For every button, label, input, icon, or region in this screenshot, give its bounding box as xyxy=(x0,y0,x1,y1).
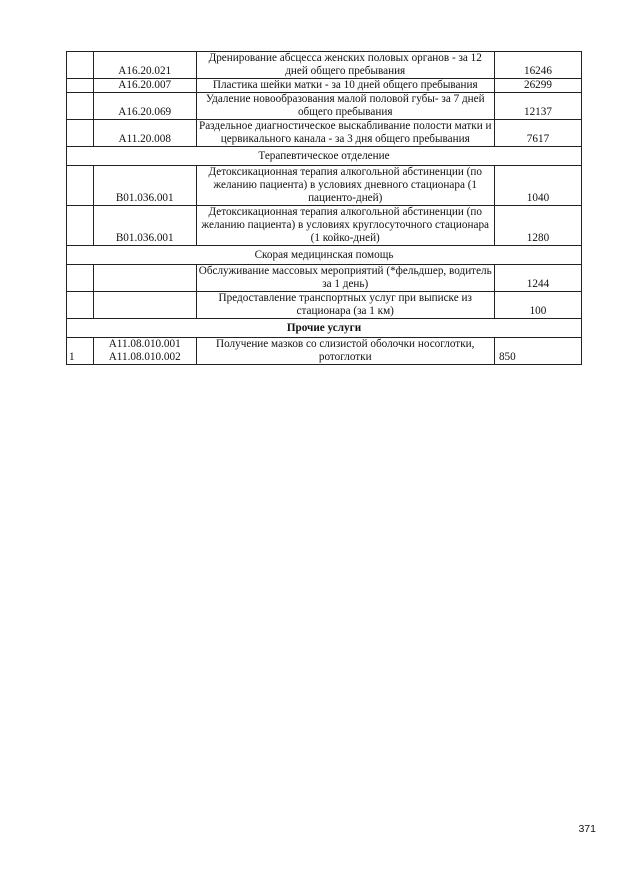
table-row xyxy=(67,120,582,147)
section-header-row xyxy=(67,147,582,166)
row-number-cell xyxy=(67,292,94,319)
service-name-cell: Обслуживание массовых мероприятий (*фельдшер, водитель за 1 день) xyxy=(196,265,494,292)
row-number-cell xyxy=(67,166,94,206)
service-price-cell: 1280 xyxy=(494,206,581,246)
row-number-cell xyxy=(67,120,94,147)
row-number-cell xyxy=(67,52,94,79)
service-name-cell: Получение мазков со слизистой оболочки носоглотки, ротоглотки xyxy=(196,338,494,365)
table-row xyxy=(67,166,582,206)
section-title: Терапевтическое отделение xyxy=(67,147,582,166)
service-name-cell: Детоксикационная терапия алкогольной абстиненции (по желанию пациента) в условиях дневного стационара (1 пациенто-дней) xyxy=(196,166,494,206)
service-price-cell: 12137 xyxy=(494,93,581,120)
section-title: Скорая медицинская помощь xyxy=(67,246,582,265)
service-price-cell: 850 xyxy=(494,338,581,365)
service-name-cell: Предоставление транспортных услуг при выписке из стационара (за 1 км) xyxy=(196,292,494,319)
service-code-cell: B01.036.001 xyxy=(93,166,196,206)
service-code-cell: A16.20.007 xyxy=(93,79,196,93)
service-price-cell: 100 xyxy=(494,292,581,319)
row-number-cell xyxy=(67,206,94,246)
service-code-cell: A16.20.021 xyxy=(93,52,196,79)
page-number: 371 xyxy=(578,823,596,835)
service-code-cell: A11.08.010.001 A11.08.010.002 xyxy=(93,338,196,365)
service-code-cell xyxy=(93,265,196,292)
table-row xyxy=(67,338,582,365)
service-price-cell: 7617 xyxy=(494,120,581,147)
table-row xyxy=(67,265,582,292)
row-number-cell xyxy=(67,265,94,292)
service-price-cell: 1040 xyxy=(494,166,581,206)
service-code-cell xyxy=(93,292,196,319)
service-code-cell: A16.20.069 xyxy=(93,93,196,120)
service-name-cell: Дренирование абсцесса женских половых органов - за 12 дней общего пребывания xyxy=(196,52,494,79)
service-price-cell: 1244 xyxy=(494,265,581,292)
service-name-cell: Удаление новообразования малой половой губы- за 7 дней общего пребывания xyxy=(196,93,494,120)
table-row xyxy=(67,93,582,120)
table-row xyxy=(67,52,582,79)
section-title: Прочие услуги xyxy=(67,319,582,338)
service-name-cell: Пластика шейки матки - за 10 дней общего пребывания xyxy=(196,79,494,93)
service-name-cell: Раздельное диагностическое выскабливание полости матки и цервикального канала - за 3 дня общего пребывания xyxy=(196,120,494,147)
service-code-cell: A11.20.008 xyxy=(93,120,196,147)
service-name-cell: Детоксикационная терапия алкогольной абстиненции (по желанию пациента) в условиях круглосуточного стационара (1 койко-дней) xyxy=(196,206,494,246)
row-number-cell: 1 xyxy=(67,338,94,365)
table-row xyxy=(67,292,582,319)
service-price-cell: 26299 xyxy=(494,79,581,93)
price-list-body xyxy=(67,52,582,365)
section-header-row xyxy=(67,319,582,338)
row-number-cell xyxy=(67,79,94,93)
table-row xyxy=(67,79,582,93)
row-number-cell xyxy=(67,93,94,120)
service-code-cell: B01.036.001 xyxy=(93,206,196,246)
service-price-cell: 16246 xyxy=(494,52,581,79)
section-header-row xyxy=(67,246,582,265)
price-list-table xyxy=(66,51,582,365)
table-row xyxy=(67,206,582,246)
